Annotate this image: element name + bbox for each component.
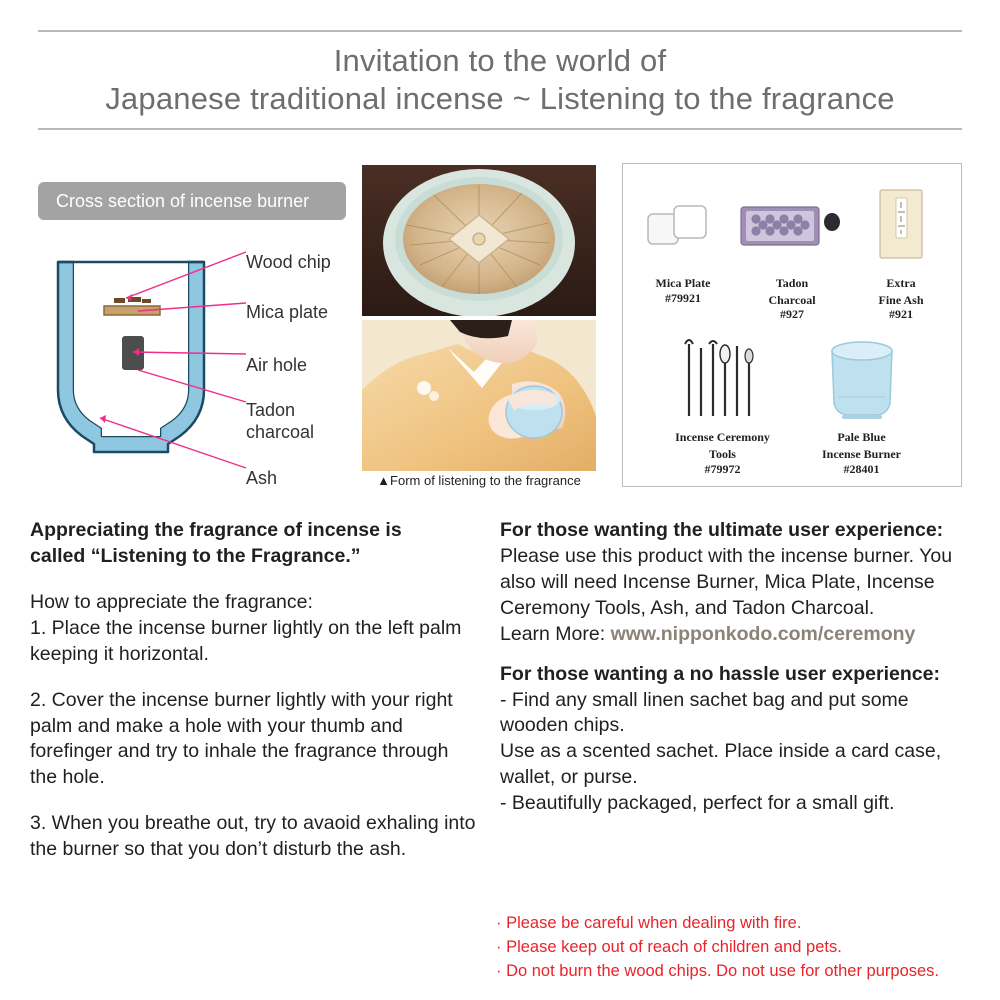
incense-ceremony-tools-icon <box>653 332 792 428</box>
product-sku: #28401 <box>843 461 880 476</box>
callout-tadon-line1: Tadon <box>246 400 296 420</box>
photo-caption: ▲Form of listening to the fragrance <box>377 473 581 488</box>
left-step-2: 2. Cover the incense burner lightly with your right palm and make a hole with your thumb and forefinger and try to inhale the fragrance through the hole. <box>30 688 453 789</box>
product-name: Extra <box>886 276 916 290</box>
product-sku: #927 <box>780 307 804 322</box>
product-tadon-charcoal <box>737 178 847 322</box>
product-incense-ceremony-tools <box>653 332 792 476</box>
product-sku: #79972 <box>704 461 741 476</box>
left-step-1: 1. Place the incense burner lightly on the left palm keeping it horizontal. <box>30 616 462 665</box>
warning-item-2: · Please keep out of reach of children and pets. <box>496 937 842 956</box>
product-name-2: Fine Ash <box>878 292 924 307</box>
product-row-2 <box>623 322 961 476</box>
callout-ash: Ash <box>246 468 278 488</box>
right-nohassle-bullet-1: - Find any small linen sachet bag and put some wooden chips. <box>500 688 909 737</box>
mica-plate-icon <box>629 178 737 274</box>
media-band <box>38 160 962 495</box>
title-line-1: Invitation to the world of <box>333 43 667 78</box>
photo-listening-to-fragrance <box>362 320 596 471</box>
learn-more-line <box>500 622 980 648</box>
callout-tadon-charcoal <box>246 400 314 443</box>
callout-air-hole: Air hole <box>246 355 308 375</box>
right-nohassle-bullet-3: - Beautifully packaged, perfect for a small gift. <box>500 792 895 815</box>
callout-wood-chip: Wood chip <box>246 252 331 272</box>
warnings-block <box>496 912 996 984</box>
title-line-2: Japanese traditional incense ~ Listening to the fragrance <box>105 80 895 116</box>
product-pale-blue-incense-burner <box>792 332 931 476</box>
learn-more-url[interactable]: www.nipponkodo.com/ceremony <box>610 622 916 645</box>
product-sku: #79921 <box>665 290 701 305</box>
callout-tadon-line2: charcoal <box>246 421 315 442</box>
product-sku: #921 <box>889 307 913 322</box>
related-products-panel <box>622 163 962 487</box>
product-name: Pale Blue <box>837 430 886 445</box>
page-title <box>38 30 962 130</box>
product-name-2: Incense Burner <box>822 446 901 461</box>
product-mica-plate <box>629 178 737 322</box>
incense-burner-cross-section-diagram <box>38 240 368 490</box>
photo-incense-burner-topview <box>362 165 596 316</box>
warning-item-3: · Do not burn the wood chips. Do not use for other purposes. <box>496 961 940 980</box>
left-heading-line-2: called “Listening to the Fragrance.” <box>30 544 361 567</box>
product-name: Incense Ceremony <box>675 430 770 445</box>
right-heading-ultimate: For those wanting the ultimate user experience: <box>500 519 944 541</box>
left-step-3: 3. When you breathe out, try to avaoid exhaling into the burner so that you don’t disturb the ash. <box>30 812 476 861</box>
cross-section-label: Cross section of incense burner <box>38 182 346 220</box>
extra-fine-ash-icon <box>847 178 955 274</box>
left-heading-line-1: Appreciating the fragrance of incense is <box>30 519 402 541</box>
warning-item-1: · Please be careful when dealing with fire. <box>496 914 802 932</box>
product-name-2: Charcoal <box>768 292 816 307</box>
learn-more-label: Learn More: <box>500 622 611 645</box>
product-name: Mica Plate <box>655 276 711 290</box>
left-intro: How to appreciate the fragrance: <box>30 590 313 613</box>
right-ultimate-body: Please use this product with the incense burner. You also will need Incense Burner, Mica Plate, Incense Ceremony Tools, Ash, and Tadon Charcoal. <box>500 544 953 619</box>
pale-blue-incense-burner-icon <box>792 332 931 428</box>
right-nohassle-bullet-2: Use as a scented sachet. Place inside a card case, wallet, or purse. <box>500 740 942 789</box>
product-extra-fine-ash <box>847 178 955 322</box>
product-row-1 <box>623 164 961 322</box>
tadon-charcoal-icon <box>737 178 847 274</box>
right-heading-nohassle: For those wanting a no hassle user experience: <box>500 662 940 685</box>
callout-mica-plate: Mica plate <box>246 302 329 322</box>
right-text-column <box>500 518 980 817</box>
product-name-2: Tools <box>709 446 736 461</box>
left-text-column <box>30 518 480 863</box>
product-name: Tadon <box>775 276 809 290</box>
